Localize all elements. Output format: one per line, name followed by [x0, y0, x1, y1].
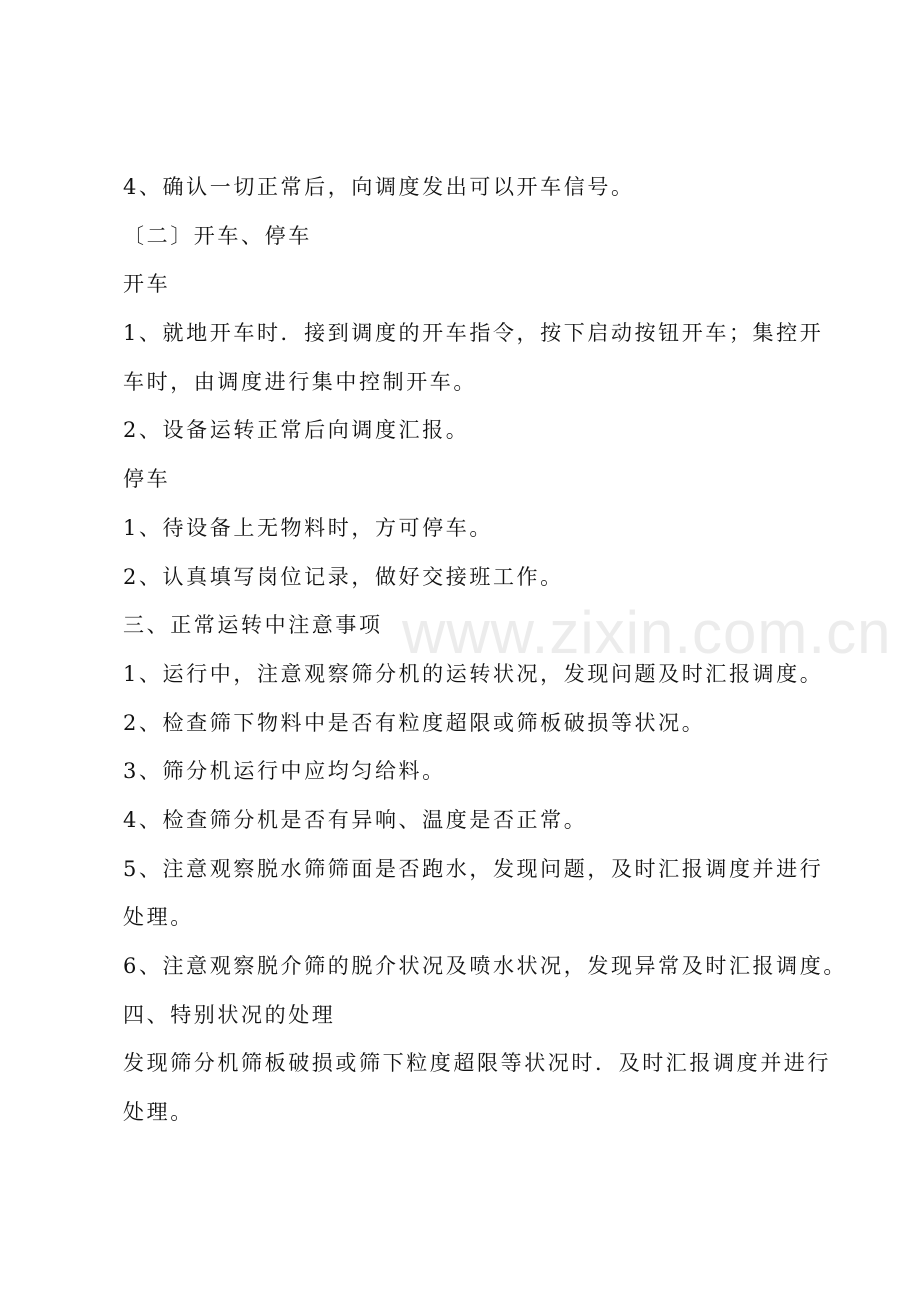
section-heading-special-handling: 四、特别状况的处理	[123, 1002, 336, 1027]
list-item-operation-5: 5、注意观察脱水筛筛面是否跑水，发现问题，及时汇报调度并进行	[123, 856, 824, 881]
list-item-confirm-signal: 4、确认一切正常后，向调度发出可以开车信号。	[123, 175, 635, 199]
list-item-operation-6: 6、注意观察脱介筛的脱介状况及喷水状况，发现异常及时汇报调度。	[123, 954, 847, 978]
subheading-start: 开车	[123, 272, 171, 297]
list-item-operation-1: 1、运行中，注意观察筛分机的运转状况，发现问题及时汇报调度。	[123, 661, 824, 686]
watermark-text: www.zixin.com.cn	[402, 599, 892, 666]
paragraph-special-handling-cont: 处理。	[123, 1100, 194, 1125]
paragraph-special-handling: 发现筛分机筛板破损或筛下粒度超限等状况时．及时汇报调度并进行	[123, 1051, 831, 1076]
list-item-start-1: 1、就地开车时．接到调度的开车指令，按下启动按钮开车；集控开	[123, 321, 824, 346]
list-item-stop-1: 1、待设备上无物料时，方可停车。	[123, 515, 493, 540]
section-heading-normal-operation: 三、正常运转中注意事项	[123, 613, 383, 638]
subheading-stop: 停车	[123, 467, 171, 492]
list-item-operation-4: 4、检查筛分机是否有异响、温度是否正常。	[123, 807, 588, 832]
section-heading-start-stop: 〔二〕开车、停车	[123, 223, 312, 248]
list-item-stop-2: 2、认真填写岗位记录，做好交接班工作。	[123, 564, 564, 589]
list-item-start-2: 2、设备运转正常后向调度汇报。	[123, 418, 470, 443]
list-item-operation-2: 2、检查筛下物料中是否有粒度超限或筛板破损等状况。	[123, 710, 706, 735]
list-item-operation-3: 3、筛分机运行中应均匀给料。	[123, 759, 446, 784]
document-body	[123, 163, 847, 1137]
list-item-operation-5-cont: 处理。	[123, 905, 194, 930]
list-item-start-1-cont: 车时，由调度进行集中控制开车。	[123, 369, 477, 394]
